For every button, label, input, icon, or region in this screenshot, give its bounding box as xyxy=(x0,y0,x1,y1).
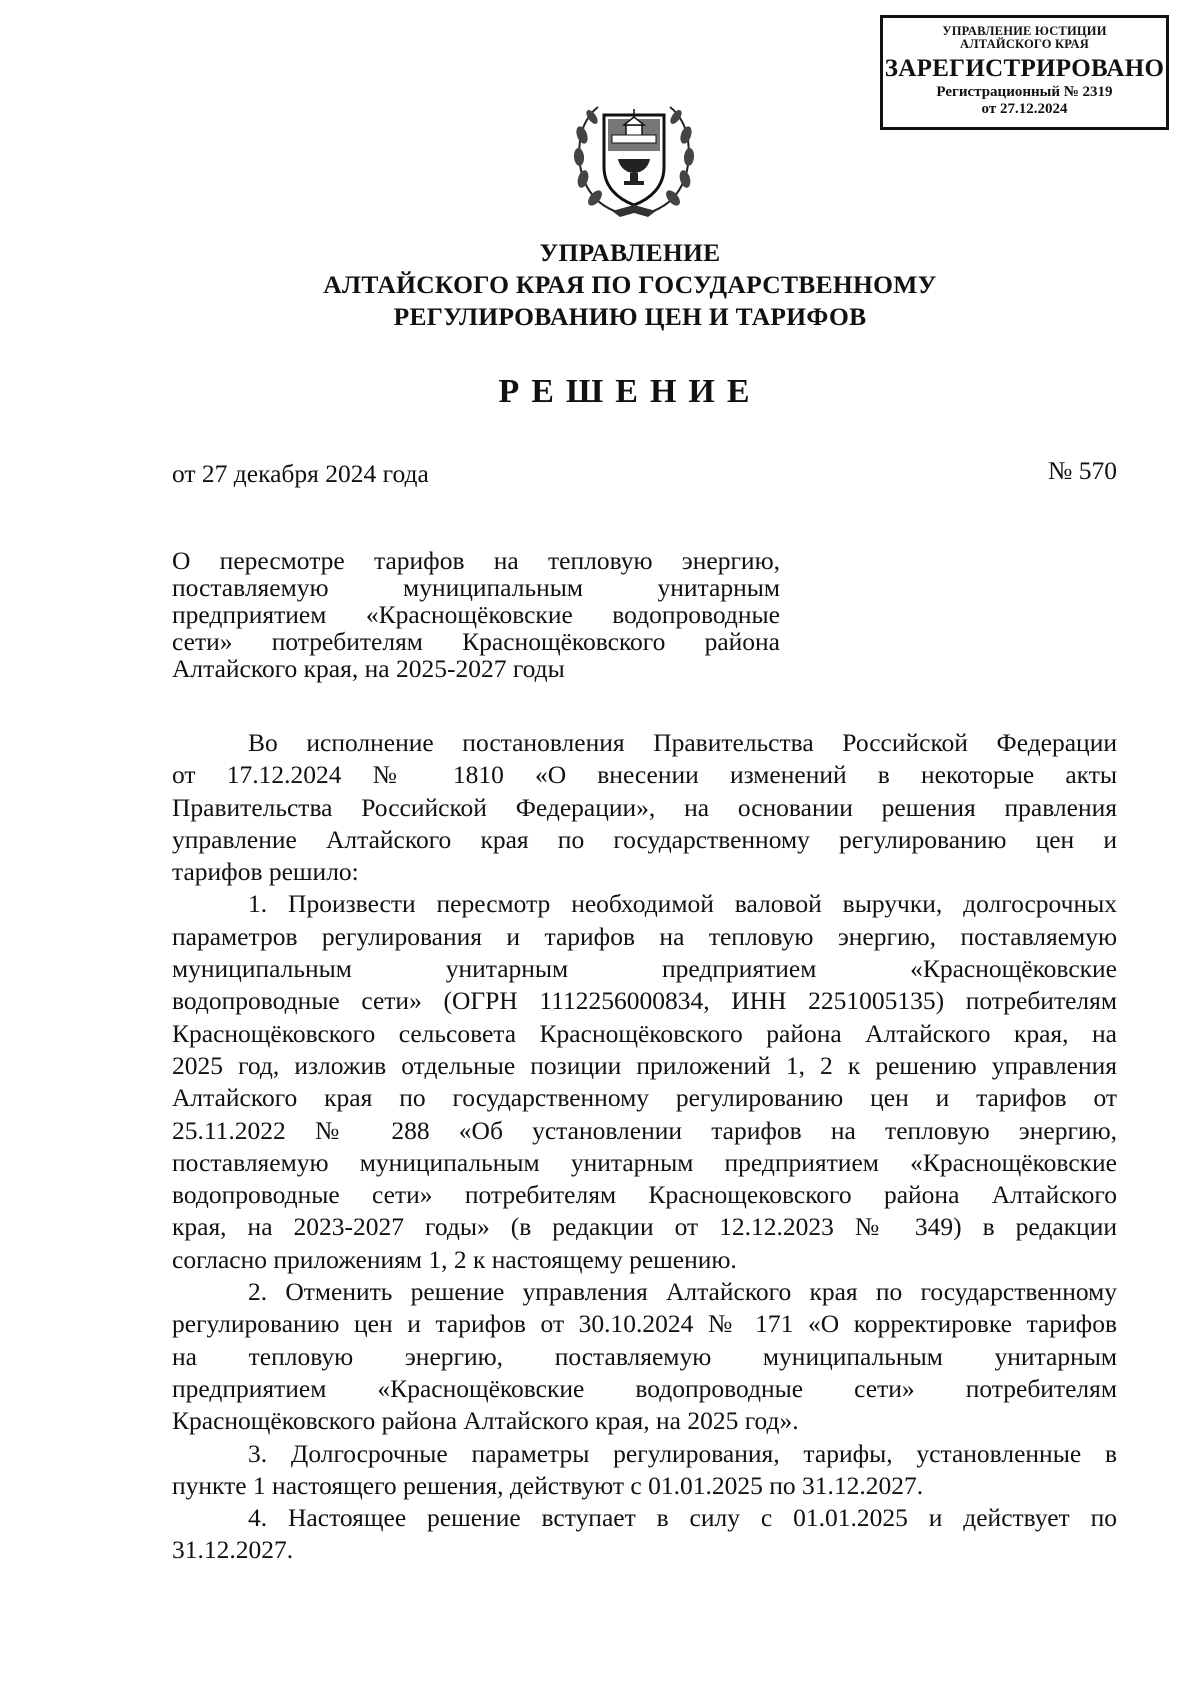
body-line: 2. Отменить решение управления Алтайского края по государственному xyxy=(248,1277,1117,1307)
subject-line: предприятием «Краснощёковские водопроводные xyxy=(172,600,780,629)
subject-line: сети» потребителям Краснощёковского района xyxy=(172,627,780,656)
body-line: 4. Настоящее решение вступает в силу с 01.01.2025 и действует по xyxy=(248,1503,1117,1533)
issuing-authority xyxy=(200,237,1060,333)
body-line: пункте 1 настоящего решения, действуют с 01.01.2025 по 31.12.2027. xyxy=(172,1470,924,1500)
decision-subject xyxy=(172,547,780,682)
authority-line-2: АЛТАЙСКОГО КРАЯ ПО ГОСУДАРСТВЕННОМУ xyxy=(323,270,937,299)
body-line: края, на 2023-2027 годы» (в редакции от 12.12.2023 № 349) в редакции xyxy=(172,1212,1117,1242)
body-line: поставляемую муниципальным унитарным предприятием «Краснощёковские xyxy=(172,1147,1117,1177)
body-line: на тепловую энергию, поставляемую муниципальным унитарным xyxy=(172,1341,1117,1371)
subject-line: О пересмотре тарифов на тепловую энергию, xyxy=(172,546,780,575)
body-line: предприятием «Краснощёковские водопроводные сети» потребителям xyxy=(172,1373,1117,1403)
body-line: 3. Долгосрочные параметры регулирования, тарифы, установленные в xyxy=(248,1438,1117,1468)
body-line: параметров регулирования и тарифов на тепловую энергию, поставляемую xyxy=(172,921,1117,951)
body-line: 31.12.2027. xyxy=(172,1535,294,1565)
body-line: согласно приложениям 1, 2 к настоящему решению. xyxy=(172,1244,737,1274)
decision-number: № 570 xyxy=(1048,456,1117,485)
body-line: Краснощёковского района Алтайского края, на 2025 год». xyxy=(172,1406,799,1436)
coat-of-arms-icon xyxy=(568,95,700,225)
subject-line: Алтайского края, на 2025-2027 годы xyxy=(172,654,565,683)
stamp-authority xyxy=(883,25,1166,51)
body-line: Алтайского края по государственному регулированию цен и тарифов от xyxy=(172,1083,1117,1113)
registration-stamp xyxy=(880,15,1169,130)
body-line: тарифов решило: xyxy=(172,857,359,887)
body-line: 25.11.2022 № 288 «Об установлении тарифов на тепловую энергию, xyxy=(172,1115,1117,1145)
stamp-reg-number: Регистрационный № 2319 xyxy=(936,84,1113,100)
body-line: управление Алтайского края по государственному регулированию цен и xyxy=(172,824,1117,854)
decision-date: от 27 декабря 2024 года xyxy=(172,459,429,488)
document-type-title: РЕШЕНИЕ xyxy=(498,373,762,410)
body-line: 2025 год, изложив отдельные позиции приложений 1, 2 к решению управления xyxy=(172,1050,1117,1080)
decision-body xyxy=(172,727,1117,1567)
stamp-status: ЗАРЕГИСТРИРОВАНО xyxy=(884,55,1165,82)
body-line: регулированию цен и тарифов от 30.10.2024 № 171 «О корректировке тарифов xyxy=(172,1309,1117,1339)
subject-line: поставляемую муниципальным унитарным xyxy=(172,573,780,602)
body-line: от 17.12.2024 № 1810 «О внесении изменений в некоторые акты xyxy=(172,760,1117,790)
stamp-reg-date: от 27.12.2024 xyxy=(981,101,1068,117)
body-line: водопроводные сети» (ОГРН 1112256000834, ИНН 2251005135) потребителям xyxy=(172,986,1117,1016)
body-line: Правительства Российской Федерации», на основании решения правления xyxy=(172,792,1117,822)
body-line: муниципальным унитарным предприятием «Краснощёковские xyxy=(172,954,1117,984)
body-line: Во исполнение постановления Правительства Российской Федерации xyxy=(248,728,1117,757)
stamp-authority-line1: УПРАВЛЕНИЕ ЮСТИЦИИ xyxy=(942,24,1107,38)
authority-line-3: РЕГУЛИРОВАНИЮ ЦЕН И ТАРИФОВ xyxy=(393,302,867,331)
body-line: водопроводные сети» потребителям Краснощековского района Алтайского xyxy=(172,1180,1117,1210)
stamp-authority-line2: АЛТАЙСКОГО КРАЯ xyxy=(960,37,1089,51)
body-line: 1. Произвести пересмотр необходимой валовой выручки, долгосрочных xyxy=(248,889,1117,919)
authority-line-1: УПРАВЛЕНИЕ xyxy=(539,238,721,267)
body-line: Краснощёковского сельсовета Краснощёковского района Алтайского края, на xyxy=(172,1018,1117,1048)
